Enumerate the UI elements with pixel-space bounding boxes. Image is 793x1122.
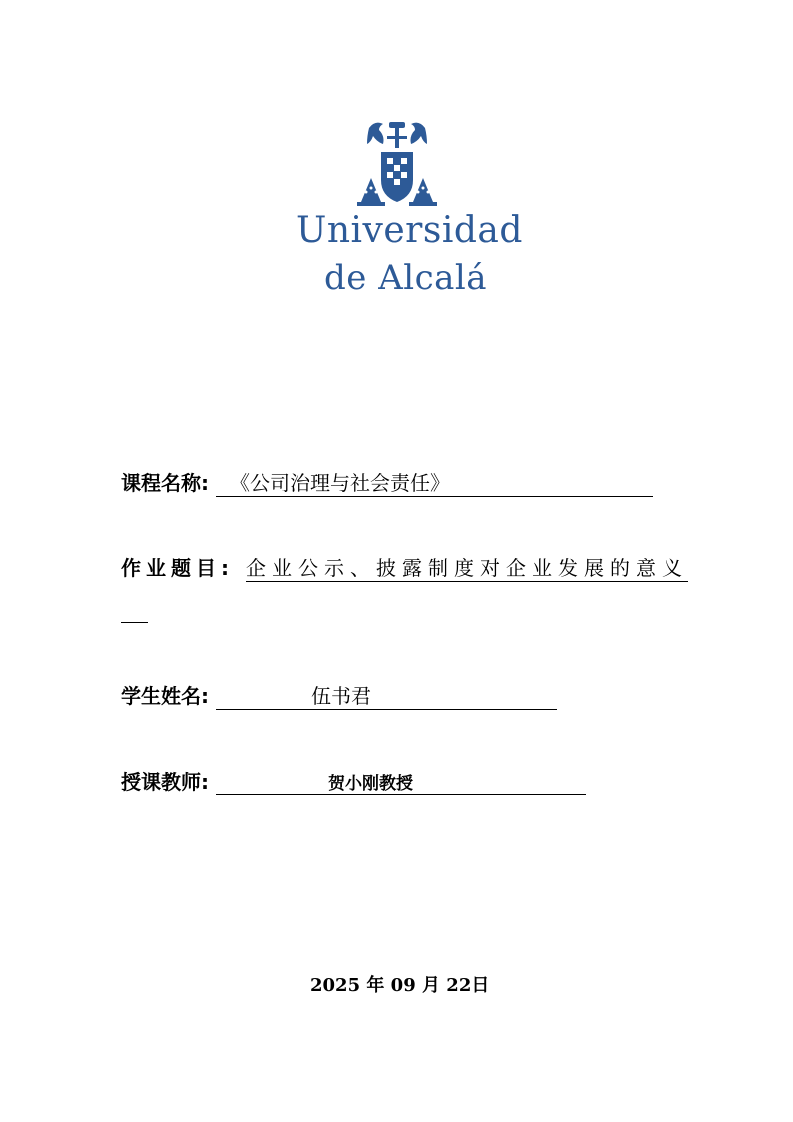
topic-value: 企业公示、披露制度对企业发展的意义 [246,552,688,582]
university-logo [290,118,523,318]
teacher-value: 贺小刚教授 [216,769,586,795]
course-label: 课程名称: [121,471,209,495]
topic-label: 作业题目: [121,556,234,580]
date-day: 22 [446,975,472,996]
course-field [121,467,653,497]
university-crest-icon [355,118,439,214]
student-label: 学生姓名: [121,684,209,708]
date-day-unit: 日 [471,975,490,996]
date-month: 09 [390,975,416,996]
topic-underline-continuation [121,602,148,623]
submission-date [310,971,489,997]
student-value: 伍书君 [216,680,557,710]
teacher-field [121,766,586,795]
logo-text-line1: Universidad [296,210,523,251]
teacher-label: 授课教师: [121,770,209,794]
course-value: 《公司治理与社会责任》 [216,467,653,497]
date-year-unit: 年 [366,975,385,996]
logo-text-line2: de Alcalá [324,258,488,298]
student-field [121,680,557,710]
topic-field [121,552,688,582]
date-month-unit: 月 [422,975,441,996]
date-year: 2025 [310,975,361,996]
